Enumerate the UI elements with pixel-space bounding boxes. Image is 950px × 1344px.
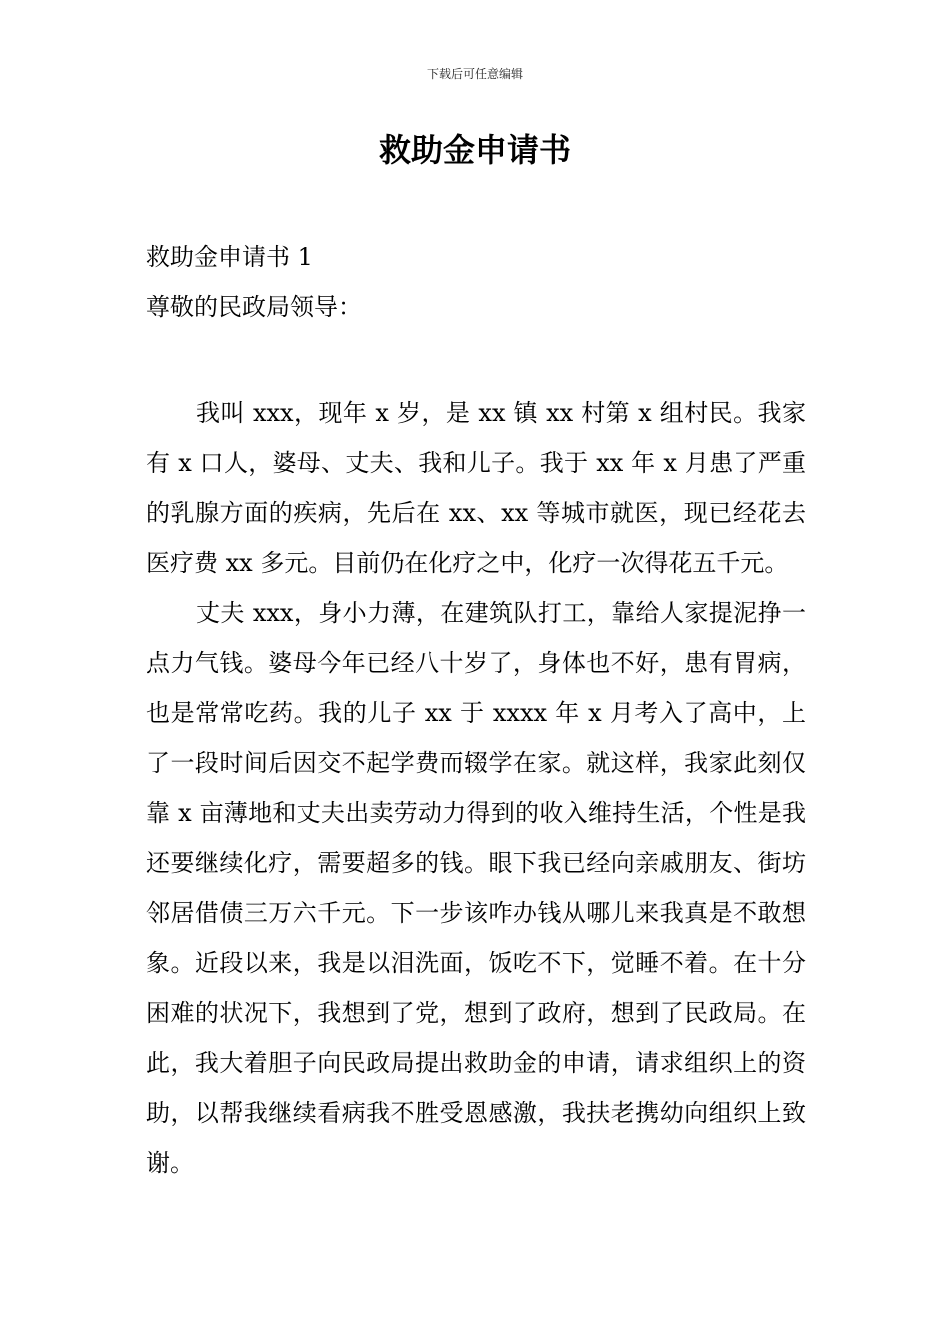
document-body bbox=[146, 232, 806, 1188]
paragraph-gap bbox=[146, 332, 806, 388]
document-subtitle: 救助金申请书 1 bbox=[146, 243, 313, 271]
paragraph-1: 我叫 xxx，现年 x 岁，是 xx 镇 xx 村第 x 组村民。我家有 x 口人，婆母、丈夫、我和儿子。我于 xx 年 x 月患了严重的乳腺方面的疾病，先后在 xx、xx 等城市就医，现已经花去医疗费 xx 多元。目前仍在化疗之中，化疗一次得花五千元。 bbox=[146, 399, 806, 577]
salutation: 尊敬的民政局领导： bbox=[146, 293, 362, 321]
paragraph-2: 丈夫 xxx，身小力薄，在建筑队打工，靠给人家提泥挣一点力气钱。婆母今年已经八十岁了，身体也不好，患有胃病，也是常常吃药。我的儿子 xx 于 xxxx 年 x 月考入了高中，上了一段时间后因交不起学费而辍学在家。就这样，我家此刻仅靠 x 亩薄地和丈夫出卖劳动力得到的收入维持生活，个性是我还要继续化疗，需要超多的钱。眼下我已经向亲戚朋友、街坊邻居借债三万六千元。下一步该咋办钱从哪儿来我真是不敢想象。近段以来，我是以泪洗面，饭吃不下，觉睡不着。在十分困难的状况下，我想到了党，想到了政府，想到了民政局。在此，我大着胆子向民政局提出救助金的申请，请求组织上的资助，以帮我继续看病我不胜受恩感激，我扶老携幼向组织上致谢。 bbox=[146, 599, 806, 1177]
header-note: 下载后可任意编辑 bbox=[426, 67, 523, 81]
document-title: 救助金申请书 bbox=[378, 131, 571, 169]
